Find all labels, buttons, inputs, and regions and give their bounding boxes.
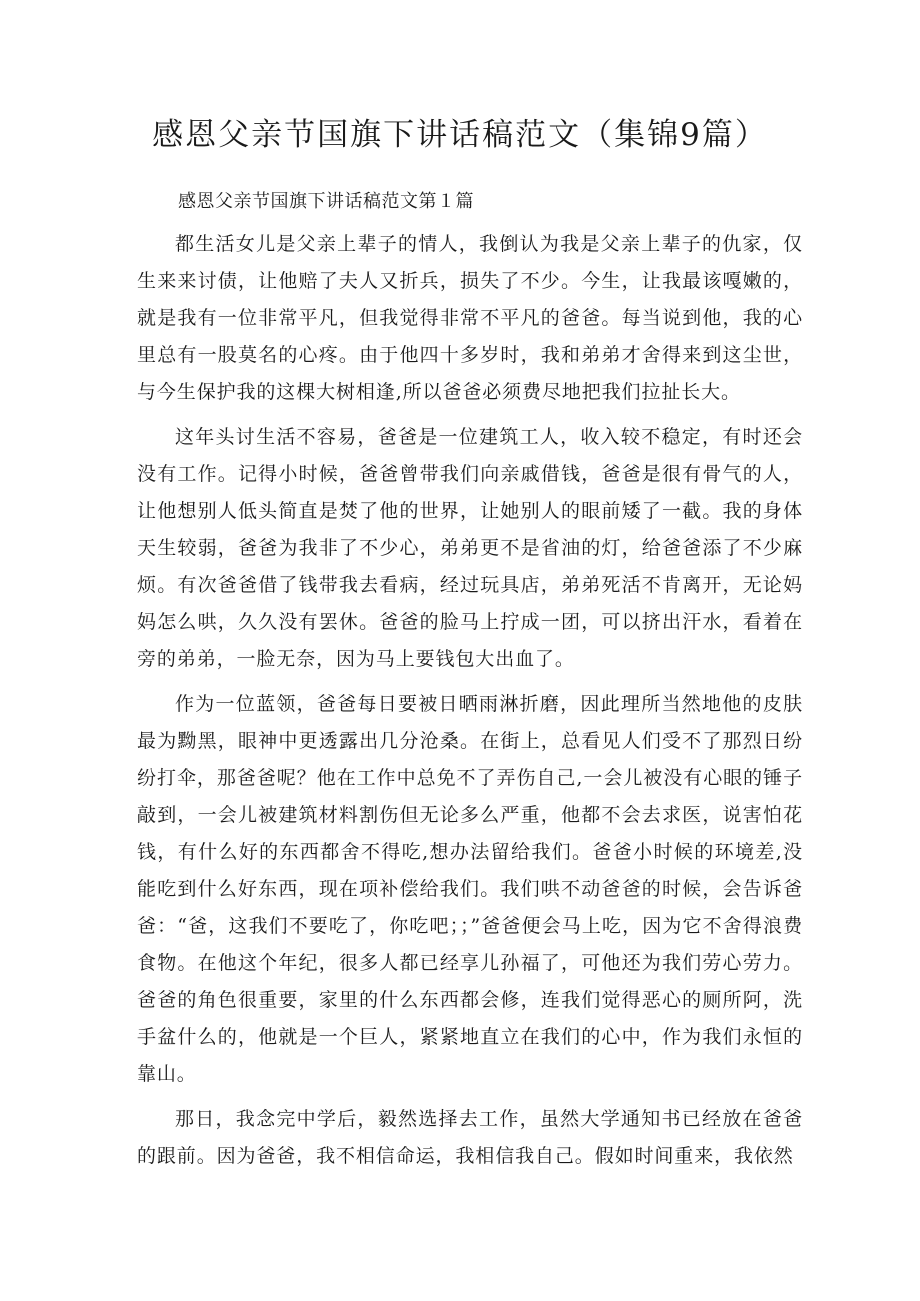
- section-subtitle: 感恩父亲节国旗下讲话稿范文第１篇: [178, 191, 474, 212]
- paragraph-3: 作为一位蓝领，爸爸每日要被日晒雨淋折磨，因此理所当然地他的皮肤最为黝黑，眼神中更透露出几分沧桑。在街上，总看见人们受不了那烈日纷纷打伞，那爸爸呢？他在工作中总免不了弄伤自己,一会儿被没有心眼的锤子敲到，一会儿被建筑材料割伤但无论多么严重，他都不会去求医，说害怕花钱，有什么好的东西都舍不得吃,想办法留给我们。爸爸小时候的环境差,没能吃到什么好东西，现在项补偿给我们。我们哄不动爸爸的时候，会告诉爸爸：“爸，这我们不要吃了，你吃吧；；”爸爸便会马上吃，因为它不舍得浪费食物。在他这个年纪，很多人都已经享儿孙福了，可他还为我们劳心劳力。爸爸的角色很重要，家里的什么东西都会修，连我们觉得恶心的厕所阿，洗手盆什么的，他就是一个巨人，紧紧地直立在我们的心中，作为我们永恒的靠山。: [137, 693, 803, 1085]
- paragraph-4: 那日，我念完中学后，毅然选择去工作，虽然大学通知书已经放在爸爸的跟前。因为爸爸，我不相信命运，我相信我自己。假如时间重来，我依然: [137, 1108, 803, 1167]
- document-body: [137, 226, 803, 1183]
- document-title: 感恩父亲节国旗下讲话稿范文（集锦9篇）: [152, 117, 768, 153]
- paragraph-2: 这年头讨生活不容易，爸爸是一位建筑工人，收入较不稳定，有时还会没有工作。记得小时候，爸爸曾带我们向亲戚借钱，爸爸是很有骨气的人，让他想别人低头简直是焚了他的世界，让她别人的眼前矮了一截。我的身体天生较弱，爸爸为我非了不少心，弟弟更不是省油的灯，给爸爸添了不少麻烦。有次爸爸借了钱带我去看病，经过玩具店，弟弟死活不肯离开，无论妈妈怎么哄，久久没有罢休。爸爸的脸马上拧成一团，可以挤出汗水，看着在旁的弟弟，一脸无奈，因为马上要钱包大出血了。: [137, 426, 803, 670]
- paragraph-1: 都生活女儿是父亲上辈子的情人，我倒认为我是父亲上辈子的仇家，仅生来来讨债，让他赔了夫人又折兵，损失了不少。今生，让我最该嘎嫩的，就是我有一位非常平凡，但我觉得非常不平凡的爸爸。每当说到他，我的心里总有一股莫名的心疼。由于他四十多岁时，我和弟弟才舍得来到这尘世，与今生保护我的这棵大树相逢,所以爸爸必须费尽地把我们拉扯长大。: [137, 233, 803, 403]
